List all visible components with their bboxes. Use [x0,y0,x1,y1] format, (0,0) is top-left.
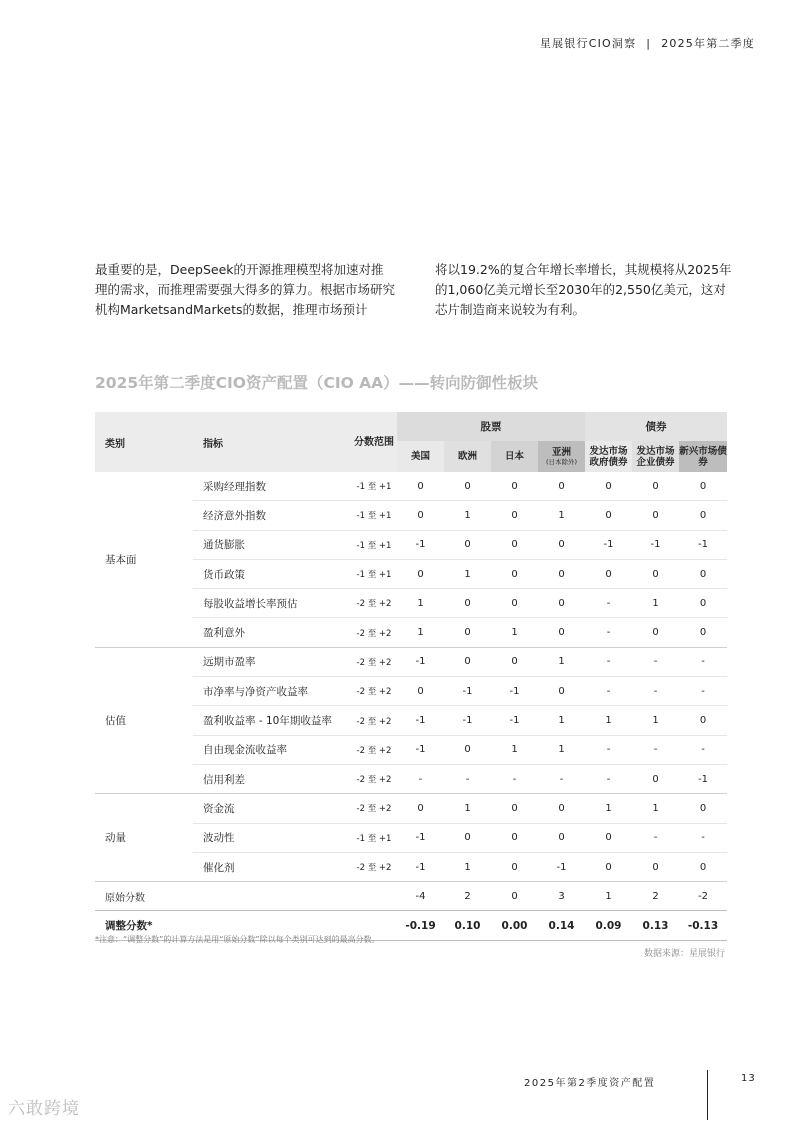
score-cell: 0 [585,823,632,852]
score-cell: - [632,823,679,852]
header-asia-note: (日本除外) [545,458,578,466]
score-cell: 0 [444,647,491,676]
header-jp: 日本 [491,441,538,472]
score-cell: 0.14 [538,911,585,941]
score-cell: 1 [444,794,491,823]
score-cell: 0 [585,501,632,530]
score-cell: 1 [444,852,491,881]
score-cell: 0 [632,472,679,501]
header-eu: 欧洲 [444,441,491,472]
score-cell: 1 [491,735,538,764]
score-cell: - [679,677,727,706]
score-cell: 0 [538,589,585,618]
category-cell: 估值 [95,647,193,793]
score-cell: 0 [538,823,585,852]
score-cell: -1 [679,764,727,793]
indicator-cell: 盈利收益率 - 10年期收益率 [193,706,351,735]
score-cell: 0 [491,559,538,588]
score-cell: 0.13 [632,911,679,941]
score-cell: 0 [491,472,538,501]
indicator-cell: 市净率与净资产收益率 [193,677,351,706]
score-cell: 0 [538,618,585,647]
score-cell: 0 [632,501,679,530]
score-cell: 0 [632,852,679,881]
score-cell: 1 [444,559,491,588]
score-cell: - [679,823,727,852]
score-cell: 0 [632,618,679,647]
header-category: 类别 [95,412,193,472]
score-cell: 1 [444,501,491,530]
score-cell: 1 [538,647,585,676]
score-cell: 0 [538,530,585,559]
indicator-cell: 催化剂 [193,852,351,881]
score-cell: 3 [538,882,585,911]
score-cell: 0 [585,852,632,881]
score-cell: 1 [397,618,444,647]
score-cell: 0 [491,823,538,852]
indicator-cell: 波动性 [193,823,351,852]
score-cell: 2 [632,882,679,911]
indicator-cell: 采购经理指数 [193,472,351,501]
score-cell: 0 [679,559,727,588]
score-cell: - [585,764,632,793]
header-bonds: 债券 [585,412,727,441]
score-cell: 2 [444,882,491,911]
body-text-column-2: 将以19.2%的复合年增长率增长，其规模将从2025年的1,060亿美元增长至2030年的2,550亿美元，这对芯片制造商来说较为有利。 [435,262,732,317]
range-cell: -2 至 +2 [351,677,397,706]
score-cell: - [585,647,632,676]
score-cell: - [585,618,632,647]
score-cell: - [585,589,632,618]
range-cell: -1 至 +1 [351,501,397,530]
header-separator: | [646,37,652,50]
footnote: *注意：“调整分数”的计算方法是用“原始分数”除以每个类别可达到的最高分数。 [95,935,380,944]
indicator-cell: 自由现金流收益率 [193,735,351,764]
page-number: 13 [741,1073,756,1084]
table-title: 2025年第二季度CIO资产配置（CIO AA）——转向防御性板块 [95,374,539,392]
header-dm-gov: 发达市场政府债券 [585,441,632,472]
score-cell: -1 [538,852,585,881]
score-cell: 0 [632,559,679,588]
score-cell: -1 [444,677,491,706]
score-cell: 1 [491,618,538,647]
score-cell: 0 [491,589,538,618]
score-cell: 1 [538,735,585,764]
score-cell: 0 [491,530,538,559]
score-cell: - [632,647,679,676]
score-cell: -1 [679,530,727,559]
score-cell: 1 [585,706,632,735]
score-cell: -1 [491,677,538,706]
score-cell: 0 [397,472,444,501]
header-us: 美国 [397,441,444,472]
header-asia [538,441,585,472]
indicator-cell: 货币政策 [193,559,351,588]
range-cell: -2 至 +2 [351,764,397,793]
score-cell: 0 [397,794,444,823]
score-cell: -2 [679,882,727,911]
score-cell: 0 [679,618,727,647]
indicator-cell: 通货膨胀 [193,530,351,559]
score-cell: 0.00 [491,911,538,941]
score-cell: 0 [397,559,444,588]
table-row [95,794,727,823]
score-cell: -1 [491,706,538,735]
score-cell: -1 [397,647,444,676]
score-cell: 0 [491,647,538,676]
range-cell: -1 至 +1 [351,559,397,588]
score-cell: 1 [585,794,632,823]
score-cell: 0 [397,677,444,706]
adjusted-score-row-label: 调整分数* [95,911,397,941]
score-cell: 0 [444,618,491,647]
score-cell: 0 [538,472,585,501]
score-cell: 0 [444,589,491,618]
footer-divider [707,1070,708,1120]
score-cell: - [585,677,632,706]
header-range: 分数范围 [351,412,397,472]
score-cell: 1 [397,589,444,618]
score-cell: -1 [632,530,679,559]
score-cell: 0 [538,794,585,823]
score-cell: 0 [538,559,585,588]
source-note: 数据来源：星展银行 [643,949,725,959]
score-cell: 1 [585,882,632,911]
header-em: 新兴市场债券 [679,441,727,472]
score-cell: -1 [397,823,444,852]
table-row [95,647,727,676]
score-cell: 0.09 [585,911,632,941]
score-cell: -1 [585,530,632,559]
score-cell: 0 [679,852,727,881]
raw-score-row-label: 原始分数 [95,882,397,911]
header-brand: 星展银行CIO洞察 [539,37,637,50]
table-body [95,472,727,941]
score-cell: 0 [679,472,727,501]
score-cell: 0.10 [444,911,491,941]
score-cell: 1 [538,706,585,735]
indicator-cell: 经济意外指数 [193,501,351,530]
score-cell: 0 [397,501,444,530]
body-text-column-1: 最重要的是，DeepSeek的开源推理模型将加速对推理的需求，而推理需要强大得多的算力。根据市场研究机构MarketsandMarkets的数据，推理市场预计 [95,262,396,317]
score-cell: 0 [444,472,491,501]
indicator-cell: 每股收益增长率预估 [193,589,351,618]
score-cell: - [538,764,585,793]
indicator-cell: 信用利差 [193,764,351,793]
score-cell: -1 [397,530,444,559]
range-cell: -1 至 +1 [351,823,397,852]
score-cell: -0.13 [679,911,727,941]
score-cell: 0 [632,764,679,793]
score-cell: - [632,735,679,764]
score-cell: 0 [491,852,538,881]
score-cell: 1 [632,794,679,823]
score-cell: 1 [632,706,679,735]
score-cell: 0 [679,794,727,823]
score-cell: - [679,647,727,676]
score-cell: -0.19 [397,911,444,941]
category-cell: 动量 [95,794,193,882]
header-indicator: 指标 [193,412,351,472]
range-cell: -2 至 +2 [351,794,397,823]
indicator-cell: 资金流 [193,794,351,823]
range-cell: -2 至 +2 [351,706,397,735]
category-cell: 基本面 [95,472,193,647]
header-dm-corp: 发达市场企业债券 [632,441,679,472]
indicator-cell: 盈利意外 [193,618,351,647]
raw-score-row [95,882,727,911]
score-cell: - [679,735,727,764]
range-cell: -1 至 +1 [351,472,397,501]
page-header [540,35,755,51]
score-cell: 0 [444,530,491,559]
asset-allocation-table [95,412,727,941]
range-cell: -2 至 +2 [351,735,397,764]
score-cell: - [397,764,444,793]
score-cell: 0 [444,735,491,764]
score-cell: 0 [444,823,491,852]
range-cell: -1 至 +1 [351,530,397,559]
score-cell: -1 [397,706,444,735]
score-cell: 0 [538,677,585,706]
score-cell: 0 [585,559,632,588]
indicator-cell: 远期市盈率 [193,647,351,676]
score-cell: 0 [491,794,538,823]
score-cell: 0 [491,501,538,530]
score-cell: 1 [632,589,679,618]
header-stocks: 股票 [397,412,585,441]
score-cell: - [632,677,679,706]
score-cell: -1 [397,735,444,764]
range-cell: -2 至 +2 [351,618,397,647]
score-cell: 1 [538,501,585,530]
header-period: 2025年第二季度 [661,37,755,50]
score-cell: - [585,735,632,764]
score-cell: 0 [679,589,727,618]
score-cell: - [444,764,491,793]
table-row [95,472,727,501]
score-cell: 0 [585,472,632,501]
score-cell: 0 [679,501,727,530]
score-cell: -1 [397,852,444,881]
footer-label: 2025年第2季度资产配置 [524,1078,656,1089]
score-cell: -1 [444,706,491,735]
header-asia-label: 亚洲 [551,447,571,458]
score-cell: -4 [397,882,444,911]
range-cell: -2 至 +2 [351,852,397,881]
range-cell: -2 至 +2 [351,589,397,618]
watermark: 六敢跨境 [8,1099,80,1119]
range-cell: -2 至 +2 [351,647,397,676]
score-cell: 0 [679,706,727,735]
score-cell: - [491,764,538,793]
score-cell: 0 [491,882,538,911]
